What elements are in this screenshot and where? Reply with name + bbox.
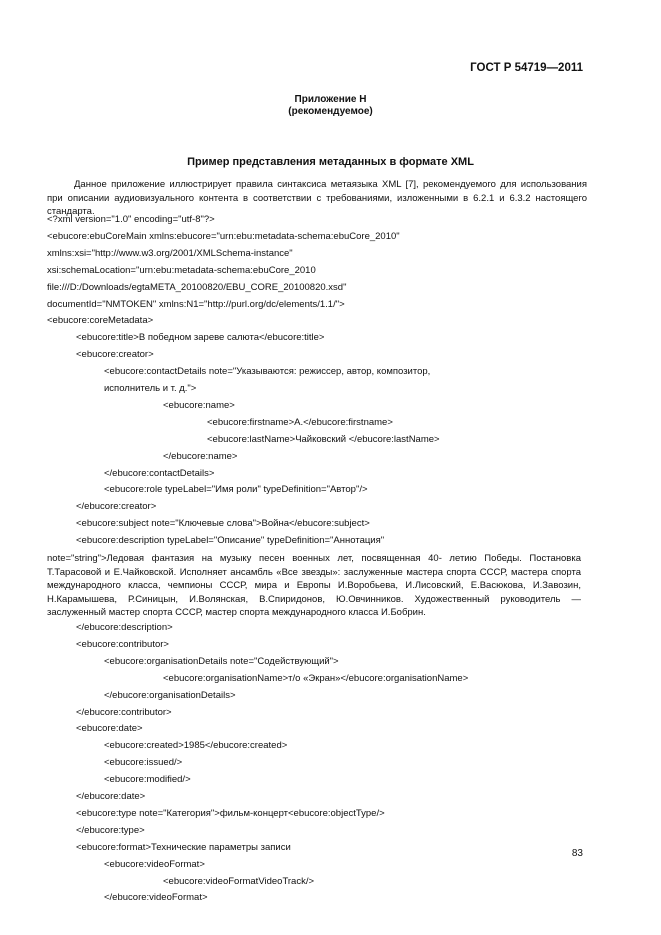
xml-line: <ebucore:name> (163, 399, 235, 411)
xml-line: file:///D:/Downloads/egtaMETA_20100820/EBU_CORE_20100820.xsd" (47, 281, 347, 293)
appendix-title: Приложение Н (294, 94, 367, 105)
xml-line: <ebucore:coreMetadata> (47, 315, 154, 327)
xml-line: <ebucore:ebuCoreMain xmlns:ebucore="urn:ebu:metadata-schema:ebuCore_2010" (47, 230, 400, 242)
xml-line: <ebucore:videoFormat> (104, 858, 205, 870)
xml-line: <ebucore:subject note="Ключевые слова">Война</ebucore:subject> (76, 518, 370, 530)
xml-line: <ebucore:type note="Категория">фильм-концерт<ebucore:objectType/> (76, 807, 385, 819)
document-header: ГОСТ Р 54719—2011 (470, 62, 583, 74)
xml-line: <ebucore:date> (76, 723, 143, 735)
xml-line: </ebucore:contactDetails> (104, 467, 215, 479)
xml-line: </ebucore:contributor> (76, 706, 172, 718)
xml-line: </ebucore:type> (76, 824, 145, 836)
xml-line: <ebucore:description typeLabel="Описание" typeDefinition="Аннотация" (76, 535, 385, 547)
appendix-subtitle: (рекомендуемое) (288, 106, 373, 117)
intro-paragraph: Данное приложение иллюстрирует правила синтаксиса метаязыка XML [7], рекомендуемого для использования при описании аудиовизуального контента в соответствии с требованиями, изложенными в 6.2.1 и 6.3.2 настоящего стандарта. (47, 179, 587, 218)
xml-line: <ebucore:organisationDetails note="Содействующий"> (104, 655, 339, 667)
xml-line: </ebucore:description> (76, 622, 173, 633)
xml-line: documentId="NMTOKEN" xmlns:N1="http://purl.org/dc/elements/1.1/"> (47, 298, 345, 310)
xml-line: <ebucore:lastName>Чайковский </ebucore:lastName> (207, 433, 440, 445)
xml-line: <ebucore:role typeLabel="Имя роли" typeDefinition="Автор"/> (104, 484, 368, 496)
xml-line: <ebucore:firstname>А.</ebucore:firstname> (207, 416, 393, 428)
xml-line: <ebucore:created>1985</ebucore:created> (104, 740, 288, 752)
section-title: Пример представления метаданных в формате XML (187, 156, 474, 168)
xml-line: xmlns:xsi="http://www.w3.org/2001/XMLSchema-instance" (47, 247, 293, 259)
xml-line: <ebucore:title>В победном зареве салюта</ebucore:title> (76, 332, 325, 344)
page-number: 83 (571, 848, 583, 859)
xml-line: <?xml version="1.0" encoding="utf-8"?> (47, 214, 215, 225)
xml-line: исполнитель и т. д."> (104, 383, 197, 394)
xml-line: <ebucore:contactDetails note="Указываются: режиссер, автор, композитор, (104, 366, 431, 378)
xml-line: <ebucore:creator> (76, 349, 154, 361)
xml-line: xsi:schemaLocation="urn:ebu:metadata-schema:ebuCore_2010 (47, 264, 316, 276)
xml-line: </ebucore:name> (163, 450, 238, 462)
xml-line: <ebucore:modified/> (104, 774, 191, 786)
xml-line: </ebucore:organisationDetails> (104, 689, 236, 701)
description-paragraph: note="string">Ледовая фантазия на музыку песен военных лет, посвященная 40- летию Победы. Постановка Т.Тарасовой и Е.Чайковской. Исполняет ансамбль «Все звезды»: заслуженные мастера спорта СССР, мастера спорта международного класса, чемпионы СССР, мира и Европы И.Воробьева, И.Лисовский, Е.Васюкова, И.Завозин, Н.Карамышева, Р.Синицын, И.Волянская, В.Спиридонов, Ю.Овчинников. Художественный руководитель — заслуженный мастер спорта СССР, мастер спорта международного класса И.Бобрин. (47, 553, 581, 619)
xml-line: </ebucore:creator> (76, 501, 157, 513)
xml-line: <ebucore:videoFormatVideoTrack/> (163, 875, 315, 887)
xml-line: <ebucore:issued/> (104, 757, 183, 769)
xml-line: <ebucore:contributor> (76, 638, 169, 650)
xml-line: <ebucore:organisationName>т/о «Экран»</ebucore:organisationName> (163, 672, 469, 684)
xml-line: <ebucore:format>Технические параметры записи (76, 841, 291, 853)
xml-line: </ebucore:videoFormat> (104, 892, 208, 904)
xml-line: </ebucore:date> (76, 791, 146, 802)
